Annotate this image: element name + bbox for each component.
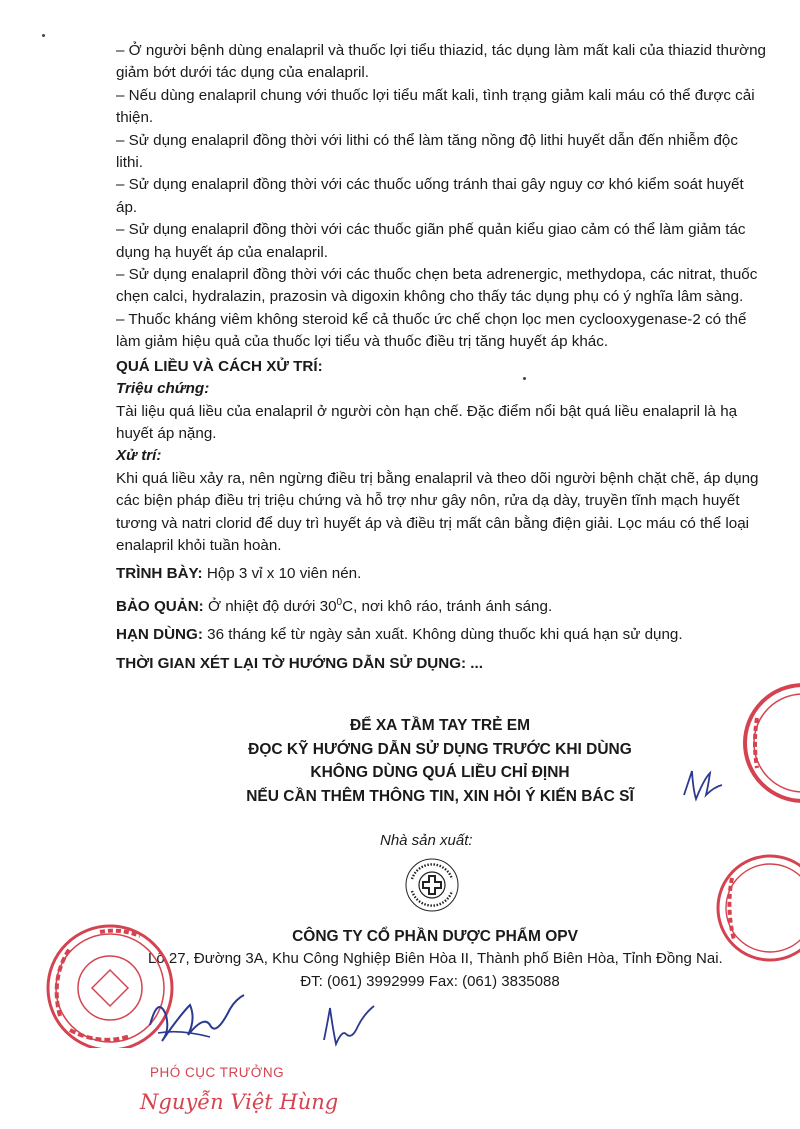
company-address: Lô 27, Đường 3A, Khu Công Nghiệp Biên Hòa II, Thành phố Biên Hòa, Tỉnh Đồng Nai.: [148, 950, 723, 967]
warning-line: ĐỌC KỸ HƯỚNG DẪN SỬ DỤNG TRƯỚC KHI DÙNG: [248, 740, 632, 758]
interaction-item: – Sử dụng enalapril đồng thời với lithi có thể làm tăng nồng độ lithi huyết dẫn đến nhiễm độc lithi.: [116, 131, 738, 172]
review-line: THỜI GIAN XÉT LẠI TỜ HƯỚNG DẪN SỬ DỤNG: ...: [116, 654, 483, 672]
warning-line: KHÔNG DÙNG QUÁ LIỀU CHỈ ĐỊNH: [310, 764, 570, 781]
presentation-text: Hộp 3 vỉ x 10 viên nén.: [202, 565, 362, 583]
company-name: CÔNG TY CỔ PHẦN DƯỢC PHẨM OPV: [292, 928, 578, 945]
expiry-label: HẠN DÙNG:: [116, 626, 203, 644]
initials-signature-icon: [318, 1000, 378, 1052]
director-signature-icon: [140, 985, 250, 1055]
storage-label: BẢO QUẢN:: [116, 597, 204, 615]
warning-line: ĐỂ XA TẦM TAY TRẺ EM: [350, 717, 530, 734]
treatment-label: Xử trí:: [116, 447, 162, 465]
signatory-name: Nguyễn Việt Hùng: [140, 1090, 339, 1114]
storage-text-after: C, nơi khô ráo, tránh ánh sáng.: [342, 597, 553, 615]
storage-line: [116, 592, 766, 618]
symptoms-text: Tài liệu quá liều của enalapril ở người còn hạn chế. Đặc điểm nổi bật quá liều enalapril là hạ huyết áp nặng.: [116, 402, 738, 442]
overdose-heading: QUÁ LIỀU VÀ CÁCH XỬ TRÍ:: [116, 357, 323, 375]
expiry-text: 36 tháng kể từ ngày sản xuất. Không dùng thuốc khi quá hạn sử dụng.: [202, 626, 683, 644]
expiry-line: [116, 624, 766, 646]
initials-signature-icon: [680, 765, 725, 805]
presentation-label: TRÌNH BÀY:: [116, 565, 203, 583]
company-logo-icon: [402, 855, 462, 915]
scan-speck: [42, 34, 45, 37]
manufacturer-label: Nhà sản xuất:: [380, 832, 473, 849]
presentation-line: [116, 563, 766, 585]
symptoms-label: Triệu chứng:: [116, 380, 210, 398]
official-stamp-right-mid-icon: [690, 848, 800, 968]
treatment-text: Khi quá liều xảy ra, nên ngừng điều trị bằng enalapril và theo dõi người bệnh chặt chẽ, áp dụng các biện pháp điều trị triệu chứng và hỗ trợ như gây nôn, rửa dạ dày, truyền tĩnh mạch huyết tương và natri clorid để duy trì huyết áp và điều trị mất cân bằng điện giải. Lọc máu có thể loại enalapril khỏi tuần hoàn.: [116, 469, 759, 554]
interaction-item: – Sử dụng enalapril đồng thời với các thuốc chẹn beta adrenergic, methydopa, các nitrat, thuốc chẹn calci, hydralazin, prazosin và digoxin không cho thấy tác dụng phụ có ý nghĩa lâm sàng.: [116, 266, 758, 306]
interaction-item: – Sử dụng enalapril đồng thời với các thuốc uống tránh thai gây nguy cơ khó kiểm soát huyết áp.: [116, 176, 744, 216]
storage-text: Ở nhiệt độ dưới 30: [203, 597, 337, 615]
interaction-item: – Ở người bệnh dùng enalapril và thuốc lợi tiểu thiazid, tác dụng làm mất kali của thiazid thường giảm bớt dưới tác dụng của enalapril.: [116, 42, 767, 82]
interaction-item: – Nếu dùng enalapril chung với thuốc lợi tiểu mất kali, tình trạng giảm kali máu có thể được cải thiện.: [116, 86, 755, 127]
interaction-item: – Thuốc kháng viêm không steroid kể cả thuốc ức chế chọn lọc men cyclooxygenase-2 có thể làm giảm hiệu quả của thuốc lợi tiểu và thuốc điều trị tăng huyết áp khác.: [116, 310, 747, 351]
interaction-item: – Sử dụng enalapril đồng thời với các thuốc giãn phế quản kiểu giao cảm có thể làm giảm tác dụng hạ huyết áp của enalapril.: [116, 221, 746, 261]
signatory-title: PHÓ CỤC TRƯỞNG: [150, 1065, 285, 1080]
degree-superscript: 0: [336, 596, 343, 608]
official-stamp-right-top-icon: [735, 678, 800, 808]
leaflet-body: [116, 40, 766, 675]
warning-line: NẾU CẦN THÊM THÔNG TIN, XIN HỎI Ý KIẾN BÁC SĨ: [246, 787, 634, 805]
company-contact: ĐT: (061) 3992999 Fax: (061) 3835088: [300, 973, 560, 990]
